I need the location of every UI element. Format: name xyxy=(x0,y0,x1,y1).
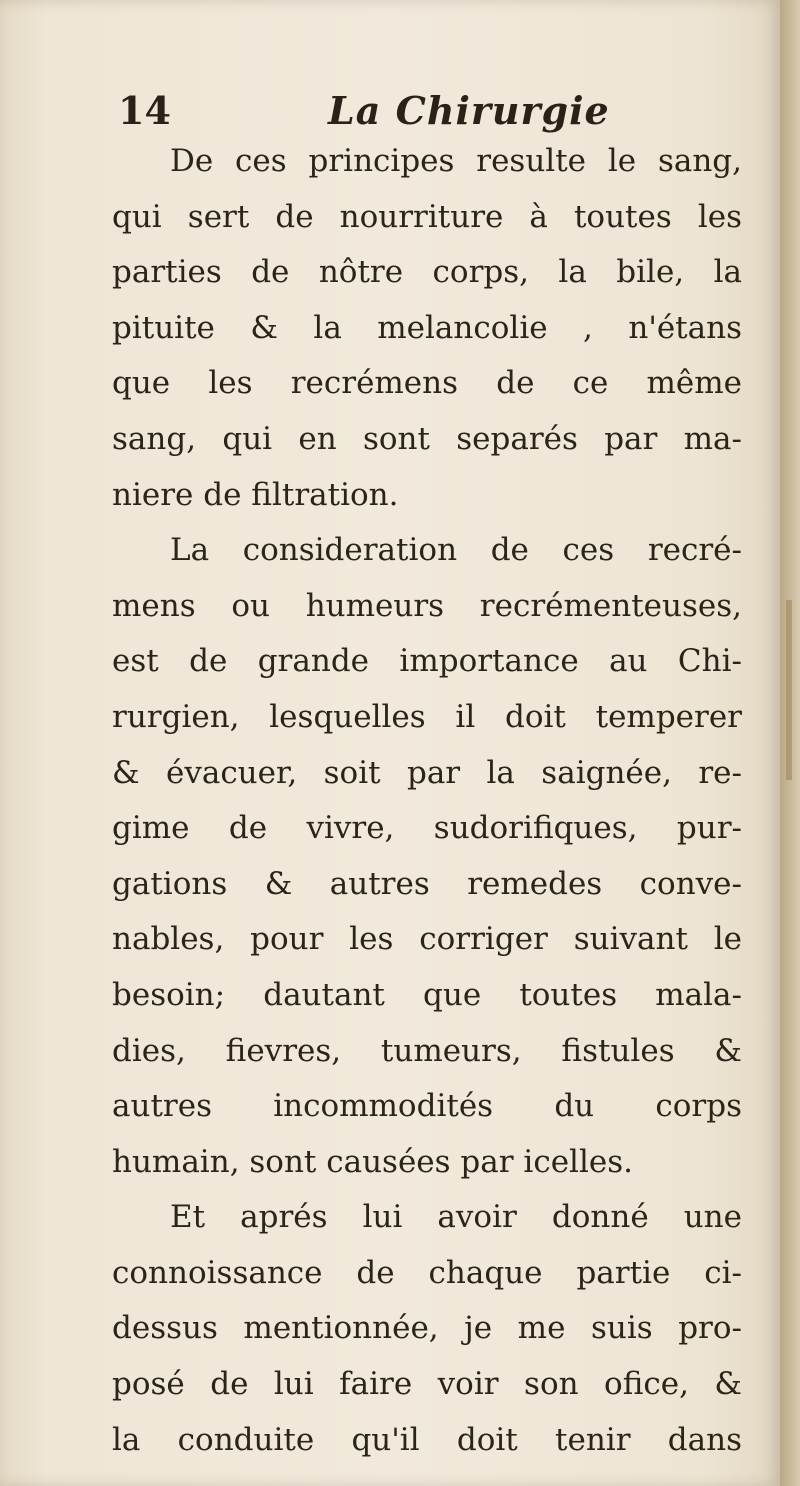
text-line: posé de lui faire voir son ofice, & xyxy=(112,1366,742,1403)
text-line: rurgien, lesquelles il doit temperer xyxy=(112,698,742,735)
text-line: niere de filtration. xyxy=(112,476,399,513)
text-line: qui sert de nourriture à toutes les xyxy=(112,198,742,235)
text-line: mens ou humeurs recrémenteuses, xyxy=(112,587,742,624)
text-line: la conduite qu'il doit tenir dans xyxy=(112,1421,742,1458)
text-line: que les recrémens de ce même xyxy=(112,365,742,402)
bookmark-ribbon xyxy=(786,600,792,780)
text-line: gations & autres remedes conve- xyxy=(112,865,742,902)
text-line: sang, qui en sont separés par ma- xyxy=(112,420,742,457)
text-line: & évacuer, soit par la saignée, re- xyxy=(112,754,742,791)
text-line: autres incommodités du corps xyxy=(112,1088,742,1125)
text-line: nables, pour les corriger suivant le xyxy=(112,921,742,958)
page-number: 14 xyxy=(118,88,171,133)
text-line: gime de vivre, sudorifiques, pur- xyxy=(112,810,742,847)
page-header xyxy=(118,88,678,138)
text-line: pituite & la melancolie , n'étans xyxy=(112,309,742,346)
body-text xyxy=(112,134,742,1468)
text-line: La consideration de ces recré- xyxy=(170,532,742,569)
running-title: La Chirurgie xyxy=(328,88,610,133)
text-line: dessus mentionnée, je me suis pro- xyxy=(112,1310,742,1347)
text-line: parties de nôtre corps, la bile, la xyxy=(112,254,742,291)
text-line: est de grande importance au Chi- xyxy=(112,643,742,680)
text-line: Et aprés lui avoir donné une xyxy=(170,1199,742,1236)
text-line: humain, sont causées par icelles. xyxy=(112,1143,633,1180)
text-line: dies, fievres, tumeurs, fistules & xyxy=(112,1032,742,1069)
text-line: De ces principes resulte le sang, xyxy=(170,143,742,179)
text-line: connoissance de chaque partie ci- xyxy=(112,1254,742,1291)
text-line: besoin; dautant que toutes mala- xyxy=(112,976,742,1013)
